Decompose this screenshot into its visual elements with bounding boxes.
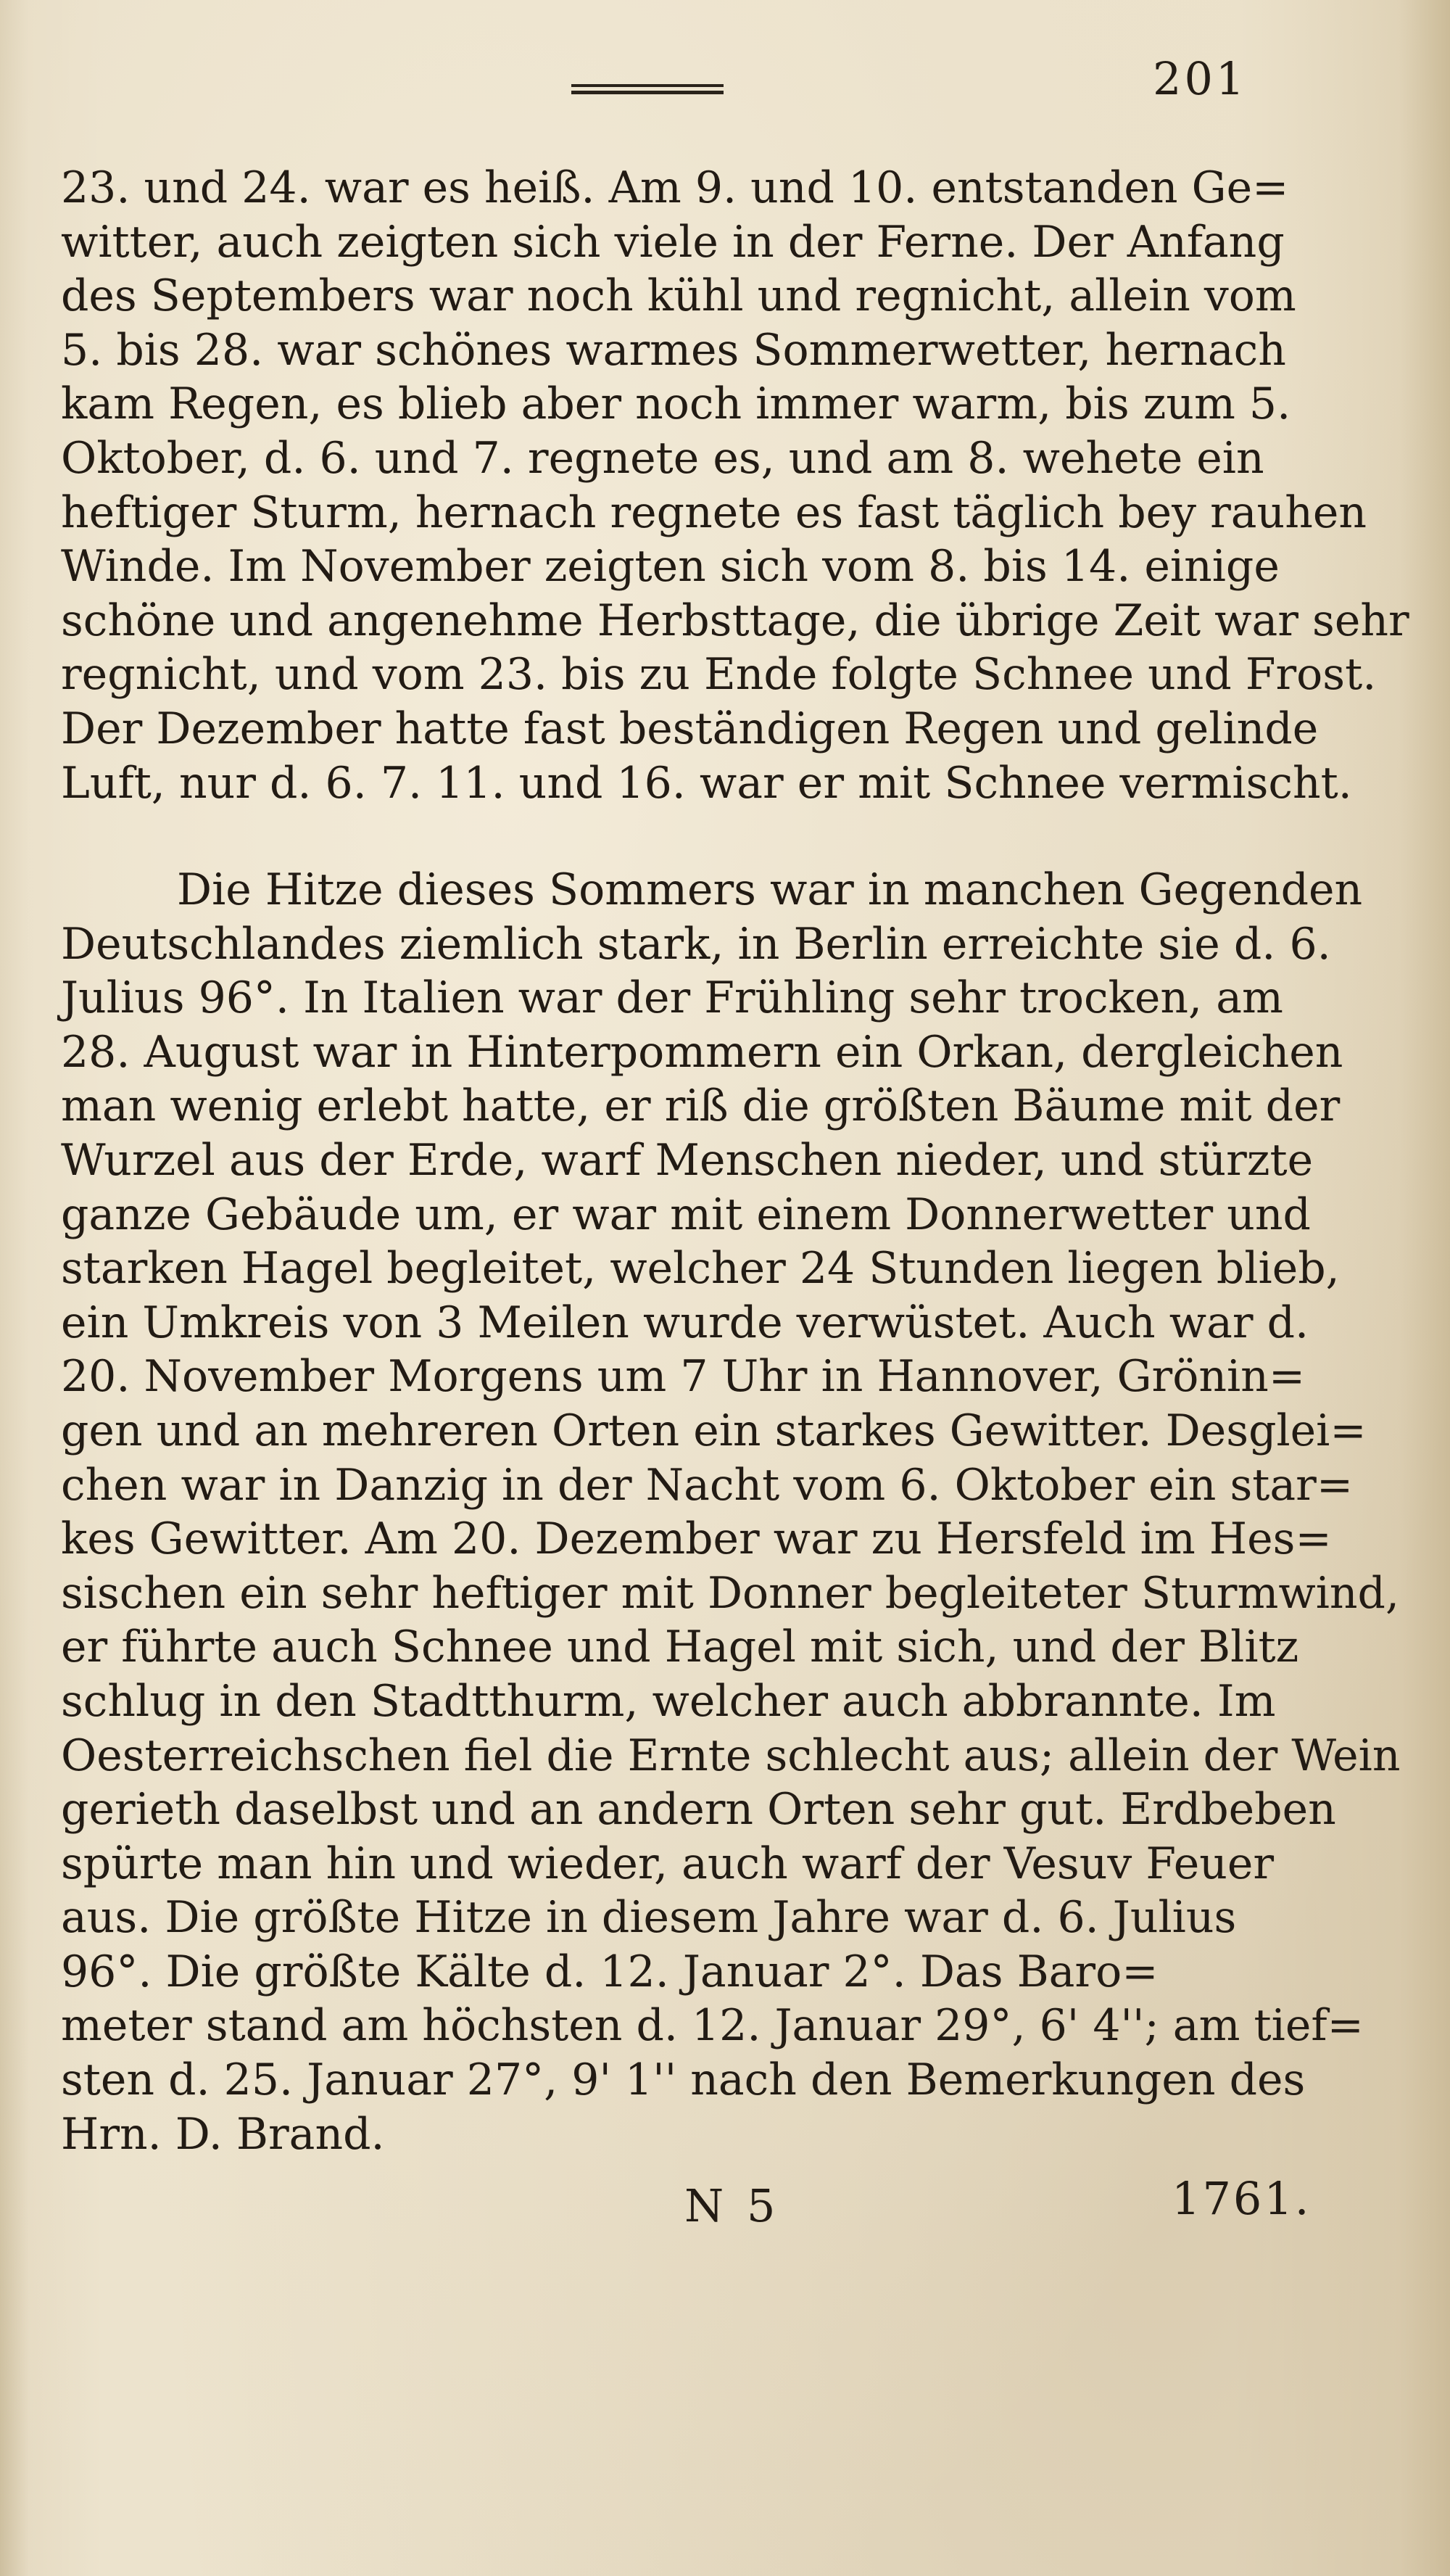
text-line: Der Dezember hatte fast beständigen Regen und gelinde — [61, 703, 1319, 754]
text-line: er führte auch Schnee und Hagel mit sich, und der Blitz — [61, 1622, 1299, 1673]
text-line: regnicht, und vom 23. bis zu Ende folgte Schnee und Frost. — [61, 649, 1377, 701]
paragraph-summer-heat — [61, 863, 1401, 2161]
text-line: aus. Die größte Hitze in diesem Jahre war d. 6. Julius — [61, 1892, 1237, 1944]
text-line: gen und an mehreren Orten ein starkes Gewitter. Desglei= — [61, 1405, 1367, 1456]
text-line: Winde. Im November zeigten sich vom 8. bis 14. einige — [61, 541, 1280, 593]
text-line: gerieth daselbst und an andern Orten sehr gut. Erdbeben — [61, 1784, 1336, 1836]
text-line: Oesterreichschen fiel die Ernte schlecht aus; allein der Wein — [61, 1730, 1401, 1781]
text-line: ein Umkreis von 3 Meilen wurde verwüstet. Auch war d. — [61, 1297, 1309, 1348]
text-line: sischen ein sehr heftiger mit Donner begleiteter Sturmwind, — [61, 1567, 1400, 1619]
text-line: Die Hitze dieses Sommers war in manchen Gegenden — [177, 864, 1363, 915]
text-line: des Septembers war noch kühl und regnicht, allein vom — [61, 271, 1296, 322]
text-line: chen war in Danzig in der Nacht vom 6. Oktober ein star= — [61, 1459, 1354, 1511]
text-line: 20. November Morgens um 7 Uhr in Hannover, Grönin= — [61, 1351, 1306, 1403]
text-line: kam Regen, es blieb aber noch immer warm, bis zum 5. — [61, 379, 1291, 430]
paragraph-weather-autumn — [61, 161, 1409, 810]
text-line: 96°. Die größte Kälte d. 12. Januar 2°. Das Baro= — [61, 1946, 1159, 1997]
text-line: Oktober, d. 6. und 7. regnete es, und am 8. wehete ein — [61, 432, 1264, 484]
text-line: ganze Gebäude um, er war mit einem Donnerwetter und — [61, 1189, 1311, 1240]
text-line: 23. und 24. war es heiß. Am 9. und 10. entstanden Ge= — [61, 162, 1289, 213]
text-line: Luft, nur d. 6. 7. 11. und 16. war er mit Schnee vermischt. — [61, 757, 1352, 809]
text-line: sten d. 25. Januar 27°, 9' 1'' nach den Bemerkungen des — [61, 2055, 1306, 2106]
text-line: 5. bis 28. war schönes warmes Sommerwetter, hernach — [61, 324, 1286, 376]
text-line: kes Gewitter. Am 20. Dezember war zu Hersfeld im Hes= — [61, 1514, 1332, 1565]
text-line: Hrn. D. Brand. — [61, 2108, 385, 2160]
text-line: Wurzel aus der Erde, warf Menschen nieder, und stürzte — [61, 1134, 1314, 1186]
text-line: schöne und angenehme Herbsttage, die übrige Zeit war sehr — [61, 595, 1409, 646]
text-line: witter, auch zeigten sich viele in der Ferne. Der Anfang — [61, 216, 1285, 268]
text-line: schlug in den Stadtthurm, welcher auch abbrannte. Im — [61, 1675, 1276, 1727]
text-line: starken Hagel begleitet, welcher 24 Stunden liegen blieb, — [61, 1243, 1340, 1295]
text-line: Julius 96°. In Italien war der Frühling sehr trocken, am — [61, 973, 1283, 1024]
header-rule — [571, 84, 724, 97]
text-line: Deutschlandes ziemlich stark, in Berlin erreichte sie d. 6. — [61, 918, 1331, 970]
text-line: meter stand am höchsten d. 12. Januar 29°, 6' 4''; am tief= — [61, 2000, 1364, 2052]
signature-mark: N 5 — [684, 2179, 780, 2232]
text-line: spürte man hin und wieder, auch warf der Vesuv Feuer — [61, 1838, 1275, 1889]
text-line: 28. August war in Hinterpommern ein Orkan, dergleichen — [61, 1026, 1343, 1078]
page-number: 201 — [1153, 52, 1248, 105]
catchword: 1761. — [1172, 2172, 1312, 2225]
text-line: man wenig erlebt hatte, er riß die größten Bäume mit der — [61, 1081, 1341, 1132]
text-line: heftiger Sturm, hernach regnete es fast täglich bey rauhen — [61, 487, 1367, 538]
